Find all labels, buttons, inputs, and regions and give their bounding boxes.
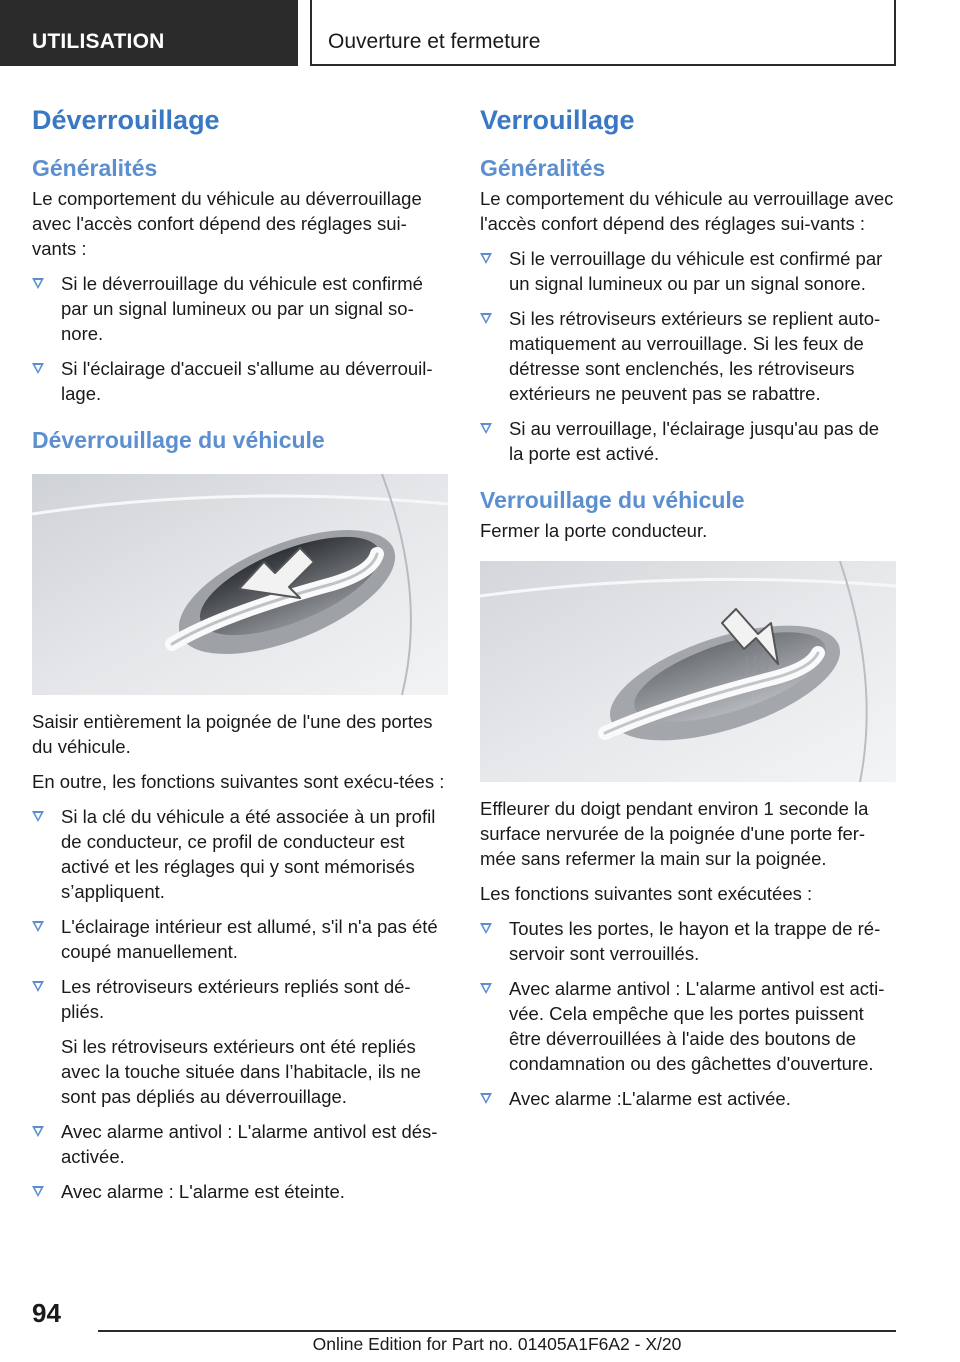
edition-note: Online Edition for Part no. 01405A1F6A2 - X/20 xyxy=(312,1334,682,1354)
list-item: Les rétroviseurs extérieurs repliés sont dé-pliés. Si les rétroviseurs extérieurs ont été repliés avec la touche située dans l’habitacle, ils ne sont pas dépliés au déverrouillage. xyxy=(32,974,448,1109)
locking-functions-list xyxy=(480,916,896,1111)
list-item: Avec alarme antivol : L'alarme antivol est acti-vée. Cela empêche que les portes puissent être déverrouillées à l'aide des boutons de condamnation ou des gâchettes d'ouverture. xyxy=(480,976,896,1076)
list-item: Si le déverrouillage du véhicule est confirmé par un signal lumineux ou par un signal so-nore. xyxy=(32,271,448,346)
triangle-bullet-icon xyxy=(480,1093,492,1104)
section-tab: UTILISATION xyxy=(0,0,298,66)
locking-general-list xyxy=(480,246,896,466)
triangle-bullet-icon xyxy=(480,313,492,324)
list-item: Avec alarme : L'alarme est éteinte. xyxy=(32,1179,448,1204)
door-handle-grip-image xyxy=(32,474,448,695)
page-header xyxy=(0,0,960,66)
unlocking-functions-list xyxy=(32,804,448,1204)
triangle-bullet-icon xyxy=(32,921,44,932)
triangle-bullet-icon xyxy=(32,1186,44,1197)
list-item: Si au verrouillage, l'éclairage jusqu'au pas de la porte est activé. xyxy=(480,416,896,466)
triangle-bullet-icon xyxy=(480,423,492,434)
triangle-bullet-icon xyxy=(480,923,492,934)
left-column xyxy=(32,100,448,1214)
door-handle-touch-image xyxy=(480,561,896,782)
locking-general-intro: Le comportement du véhicule au verrouillage avec l'accès confort dépend des réglages sui-vants : xyxy=(480,188,894,234)
list-item: Avec alarme :L'alarme est activée. xyxy=(480,1086,896,1111)
unlocking-general-intro: Le comportement du véhicule au déverrouillage avec l'accès confort dépend des réglages sui-vants : xyxy=(32,188,422,259)
right-column xyxy=(480,100,896,1121)
list-item: Avec alarme antivol : L'alarme antivol est dés-activée. xyxy=(32,1119,448,1169)
list-item: Si la clé du véhicule a été associée à un profil de conducteur, ce profil de conducteur est activé et les réglages qui y sont mémorisés s’appliquent. xyxy=(32,804,448,904)
locking-general-heading: Généralités xyxy=(480,155,606,181)
footer-divider xyxy=(98,1330,896,1332)
triangle-bullet-icon xyxy=(480,983,492,994)
list-item: Si l'éclairage d'accueil s'allume au déverrouil-lage. xyxy=(32,356,448,406)
unlocking-general-list xyxy=(32,271,448,406)
unlocking-general-heading: Généralités xyxy=(32,155,158,181)
triangle-bullet-icon xyxy=(32,278,44,289)
mirror-note: Si les rétroviseurs extérieurs ont été repliés avec la touche située dans l’habitacle, ils ne sont pas dépliés au déverrouillage. xyxy=(61,1036,421,1107)
page-number: 94 xyxy=(32,1298,61,1328)
triangle-bullet-icon xyxy=(32,363,44,374)
triangle-bullet-icon xyxy=(32,1126,44,1137)
list-item: Si les rétroviseurs extérieurs se replient auto-matiquement au verrouillage. Si les feux de détresse sont enclenchés, les rétroviseurs extérieurs ne peuvent pas se rabattre. xyxy=(480,306,896,406)
triangle-bullet-icon xyxy=(32,811,44,822)
locking-functions-intro: Les fonctions suivantes sont exécutées : xyxy=(480,883,813,904)
list-item: Si le verrouillage du véhicule est confirmé par un signal lumineux ou par un signal sonore. xyxy=(480,246,896,296)
locking-vehicle-intro: Fermer la porte conducteur. xyxy=(480,520,708,541)
triangle-bullet-icon xyxy=(480,253,492,264)
locking-title: Verrouillage xyxy=(480,105,635,135)
unlocking-instruction: Saisir entièrement la poignée de l'une des portes du véhicule. xyxy=(32,711,433,757)
unlocking-title: Déverrouillage xyxy=(32,105,220,135)
triangle-bullet-icon xyxy=(32,981,44,992)
list-item: L'éclairage intérieur est allumé, s'il n'a pas été coupé manuellement. xyxy=(32,914,448,964)
chapter-title: Ouverture et fermeture xyxy=(310,0,896,66)
locking-vehicle-heading: Verrouillage du véhicule xyxy=(480,487,745,513)
unlocking-functions-intro: En outre, les fonctions suivantes sont exécu-tées : xyxy=(32,771,445,792)
list-item: Toutes les portes, le hayon et la trappe de ré-servoir sont verrouillés. xyxy=(480,916,896,966)
locking-instruction: Effleurer du doigt pendant environ 1 seconde la surface nervurée de la poignée d'une porte fer-mée sans refermer la main sur la poignée. xyxy=(480,798,869,869)
unlocking-vehicle-heading: Déverrouillage du véhicule xyxy=(32,427,325,453)
